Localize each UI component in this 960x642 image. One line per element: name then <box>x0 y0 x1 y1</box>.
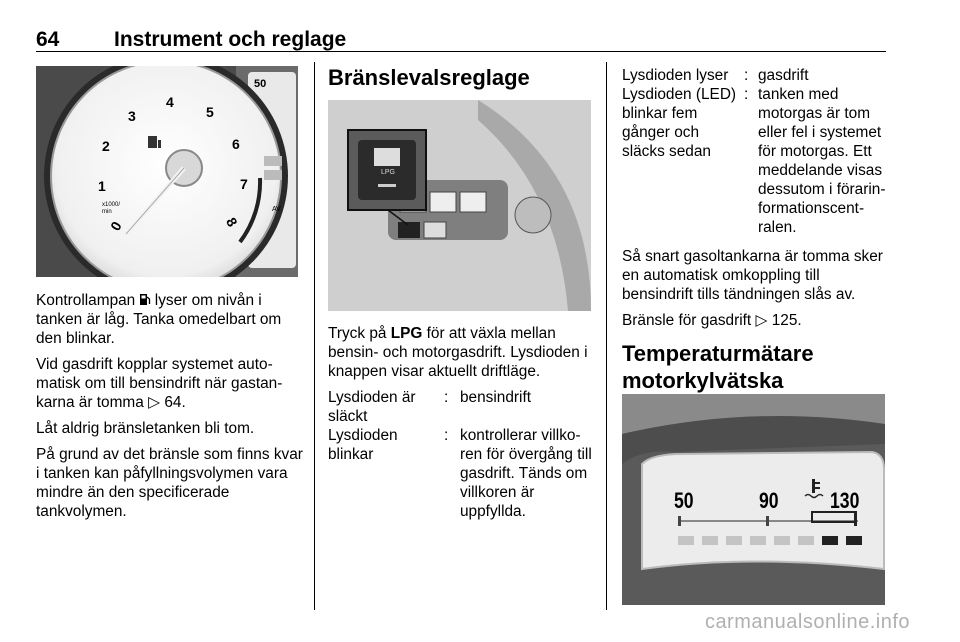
paragraph-gas-mode: Vid gasdrift kopplar systemet automatisk om till bensindrift när gastankarna är tomma ▷ 64. <box>36 356 283 411</box>
list-separator: : <box>744 86 749 103</box>
page-reference-link[interactable]: 125. <box>771 312 802 329</box>
list-description: gasdrift <box>758 67 809 84</box>
section-heading-fuel-selector: Bränslevalsreglage <box>328 65 530 90</box>
side-label: AV <box>272 206 281 213</box>
tach-tick-label: 4 <box>166 94 174 110</box>
paragraph-gas-fuel-ref: Bränsle för gasdrift ▷ 125. <box>622 312 802 329</box>
temp-scale-label: 130 <box>830 488 860 513</box>
list-description: tanken med motorgas är tom eller fel i systemet för motorgas. Ett meddelande visas dessutom i förarinformationscentralen. <box>758 86 886 236</box>
paragraph-refill-volume: På grund av det bränsle som finns kvar i tanken kan påfyllningsvolymen vara mindre än den specificerade tankvolymen. <box>36 446 303 520</box>
tach-tick-label: 1 <box>98 178 106 194</box>
tach-unit-label: x1000/ min <box>102 202 121 215</box>
list-term: Lysdioden är släckt <box>328 389 416 425</box>
list-term: Lysdioden lyser <box>622 67 729 84</box>
paragraph-lpg-toggle: Tryck på LPG för att växla mellan bensin- och motorgasdrift. Lysdioden i knappen visar aktuellt driftläge. <box>328 325 588 380</box>
figure-fuel-gauge <box>36 66 298 277</box>
tach-tick-label: 2 <box>102 138 110 154</box>
lpg-button-icon <box>374 148 400 166</box>
section-heading-coolant-temp: Temperaturmätare motorkylvätska <box>622 341 814 393</box>
fuel-pump-icon <box>140 293 151 306</box>
page-title: Instrument och reglage <box>114 28 347 51</box>
column-3-heading <box>622 340 888 394</box>
list-description: bensindrift <box>460 389 532 406</box>
column-2-heading <box>328 64 594 91</box>
column-divider-2 <box>606 62 607 610</box>
led-status-list-1 <box>328 388 594 521</box>
paragraph-never-empty: Låt aldrig bränsletanken bli tom. <box>36 420 255 437</box>
led-status-list-2 <box>622 66 888 237</box>
column-divider-1 <box>314 62 315 610</box>
tach-tick-label: 7 <box>240 176 248 192</box>
fuel-pump-icon <box>148 136 157 148</box>
speedo-label: 50 <box>254 78 267 90</box>
watermark: carmanualsonline.info <box>704 611 910 633</box>
page-number: 64 <box>36 28 60 51</box>
list-separator: : <box>744 67 749 84</box>
tach-tick-label: 5 <box>206 104 214 120</box>
list-term: Lysdioden (LED) blinkar fem gånger och släcks sedan <box>622 86 737 160</box>
list-description: kontrollerar villkoren för övergång till gasdrift. Tänds om villkoren är uppfyllda. <box>460 427 592 520</box>
page-reference-link[interactable]: 64. <box>164 394 186 411</box>
paragraph-warning-lamp: Kontrollampan lyser om nivån i tanken är låg. Tanka omedelbart om den blinkar. <box>36 292 282 347</box>
tach-tick-label: 8 <box>223 214 241 230</box>
temp-scale-label: 50 <box>674 488 694 513</box>
column-2-text <box>328 324 594 531</box>
temp-scale-label: 90 <box>759 488 779 513</box>
column-3-text <box>622 66 888 337</box>
list-term: Lysdioden blinkar <box>328 427 398 463</box>
column-1-text <box>36 291 304 528</box>
header-rule <box>36 51 886 52</box>
list-separator: : <box>444 389 449 406</box>
cross-reference-icon: ▷ <box>755 312 768 329</box>
tach-tick-label: 0 <box>107 218 125 234</box>
figure-fuel-selector <box>328 100 591 311</box>
lpg-button-label: LPG <box>381 169 396 176</box>
paragraph-auto-switch: Så snart gasoltankarna är tomma sker en automatisk omkoppling till bensindrift tills tändningen slås av. <box>622 248 883 303</box>
cross-reference-icon: ▷ <box>148 394 160 411</box>
tach-tick-label: 3 <box>128 108 136 124</box>
list-separator: : <box>444 427 449 444</box>
tach-tick-label: 6 <box>232 136 240 152</box>
figure-coolant-gauge <box>622 394 885 605</box>
